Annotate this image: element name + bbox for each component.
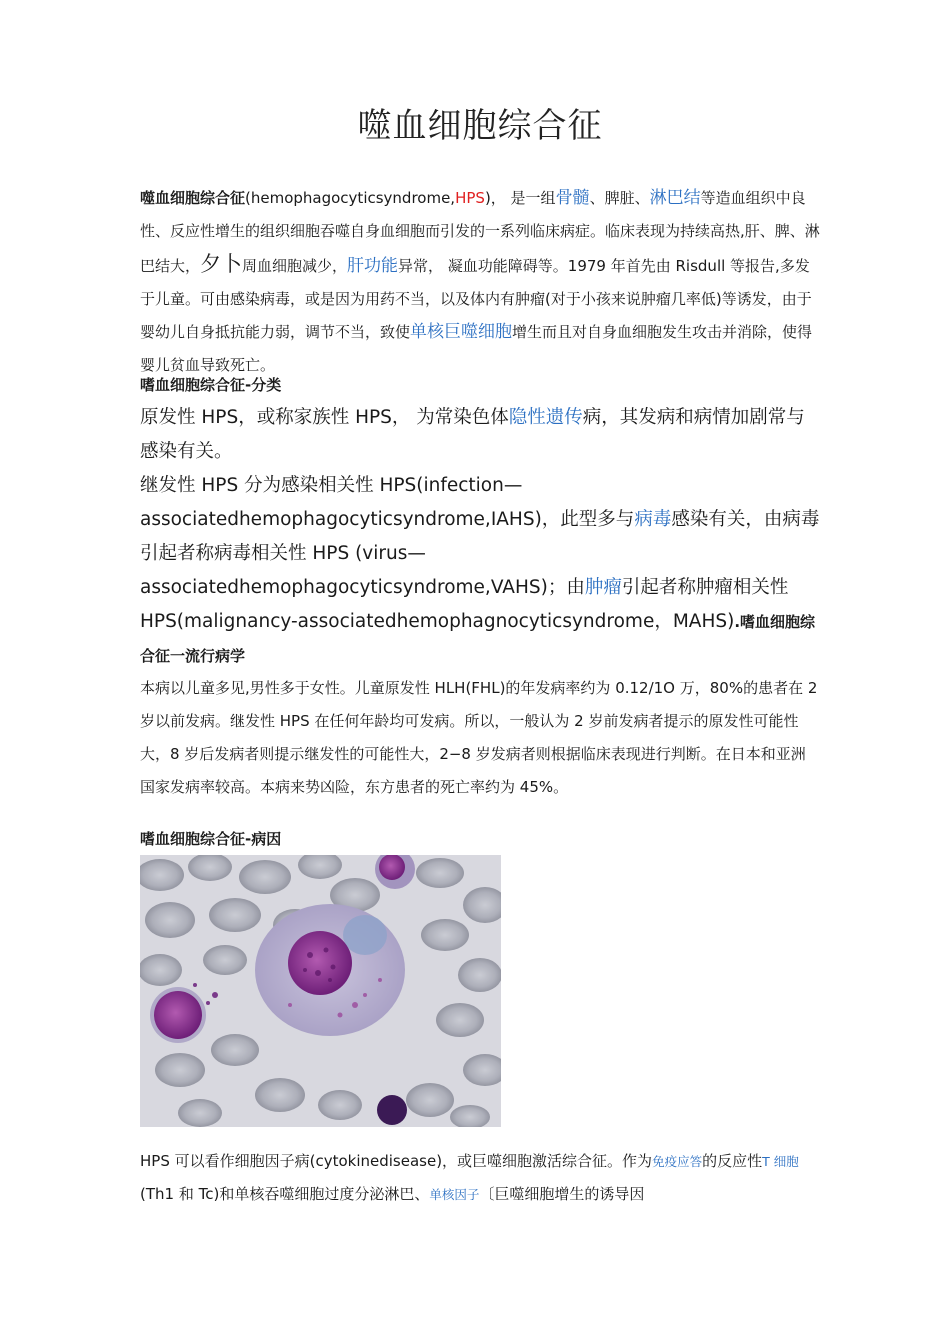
hemophagocyte-micrograph xyxy=(140,855,501,1127)
link-bone-marrow[interactable]: 骨髓 xyxy=(555,188,590,208)
link-lymph-node[interactable]: 淋巴结 xyxy=(649,188,701,208)
intro-term: 噬血细胞综合征 xyxy=(140,189,246,207)
link-recessive-inheritance[interactable]: 隐性遗传 xyxy=(508,407,583,428)
link-liver-function[interactable]: 肝功能 xyxy=(347,256,399,276)
hps-abbrev: HPS xyxy=(455,189,485,207)
epidemiology-paragraph: 本病以儿童多见,男性多于女性。儿童原发性 HLH(FHL)的年发病率约为 0.12/1O 万，80%的患者在 2 岁以前发病。继发性 HPS 在任何年龄均可发病。所以，一般认为 2 岁前发病者提示的原发性可能性大，8 岁后发病者则提示继发性的可能性大，2−8 岁发病者则根据临床表现进行判断。在日本和亚洲国家发病率较高。本病来势凶险，东方患者的死亡率约为 45%。 xyxy=(140,679,818,796)
secondary-hps-paragraph: 继发性 HPS 分为感染相关性 HPS(infection—associatedhemophagocyticsyndrome,IAHS)，此型多与病毒感染有关，由病毒引起者称病毒相关性 HPS (virus—associatedhemophagocyticsyndrome,VAHS)；由肿瘤引起者称肿瘤相关性 HPS(malignancy-associatedhemophagnocyticsyndrome，MAHS).嗜血细胞综合征一流行病学 xyxy=(140,475,820,665)
section-heading-classification: 嗜血细胞综合征-分类 xyxy=(140,376,282,394)
link-immune-response[interactable]: 免疫应答 xyxy=(652,1154,703,1169)
cause-paragraph: HPS 可以看作细胞因子病(cytokinedisease)，或巨噬细胞激活综合征。作为免疫应答的反应性T 细胞(Th1 和 Tc)和单核吞噬细胞过度分泌淋巴、单核因子〔巨噬细胞增生的诱导因 xyxy=(140,1152,799,1203)
page-title: 噬血细胞综合征 xyxy=(357,106,603,146)
link-monokine[interactable]: 单核因子 xyxy=(429,1187,480,1202)
link-tumor[interactable]: 肿瘤 xyxy=(584,577,622,598)
link-virus[interactable]: 病毒 xyxy=(634,509,672,530)
section-heading-epidemiology: .嗜血细胞综合征一流行病学 xyxy=(140,613,816,665)
section-heading-etiology: 嗜血细胞综合征-病因 xyxy=(140,830,282,848)
primary-hps-paragraph: 原发性 HPS，或称家族性 HPS， 为常染色体隐性遗传病，其发病和病情加剧常与感染有关。 xyxy=(140,407,805,462)
link-t-cell[interactable]: T 细胞 xyxy=(762,1154,799,1169)
link-mononuclear-macrophage[interactable]: 单核巨噬细胞 xyxy=(410,322,513,342)
intro-paragraph: 噬血细胞综合征(hemophagocyticsyndrome,HPS)， 是一组骨髓、脾脏、淋巴结等造血组织中良性、反应性增生的组织细胞吞噬自身血细胞而引发的一系列临床病症。临床表现为持续高热,肝、脾、淋巴结大，夕卜周血细胞减少，肝功能异常， 凝血功能障碍等。1979 年首先由 Risdull 等报告,多发于儿童。可由感染病毒，或是因为用药不当，以及体内有肿瘤(对于小孩来说肿瘤几率低)等诱发，由于婴幼儿自身抵抗能力弱，调节不当，致使单核巨噬细胞增生而且对自身血细胞发生攻击并消除，使得婴儿贫血导致死亡。 xyxy=(140,188,820,374)
ocr-glyph: 夕卜 xyxy=(200,252,243,276)
